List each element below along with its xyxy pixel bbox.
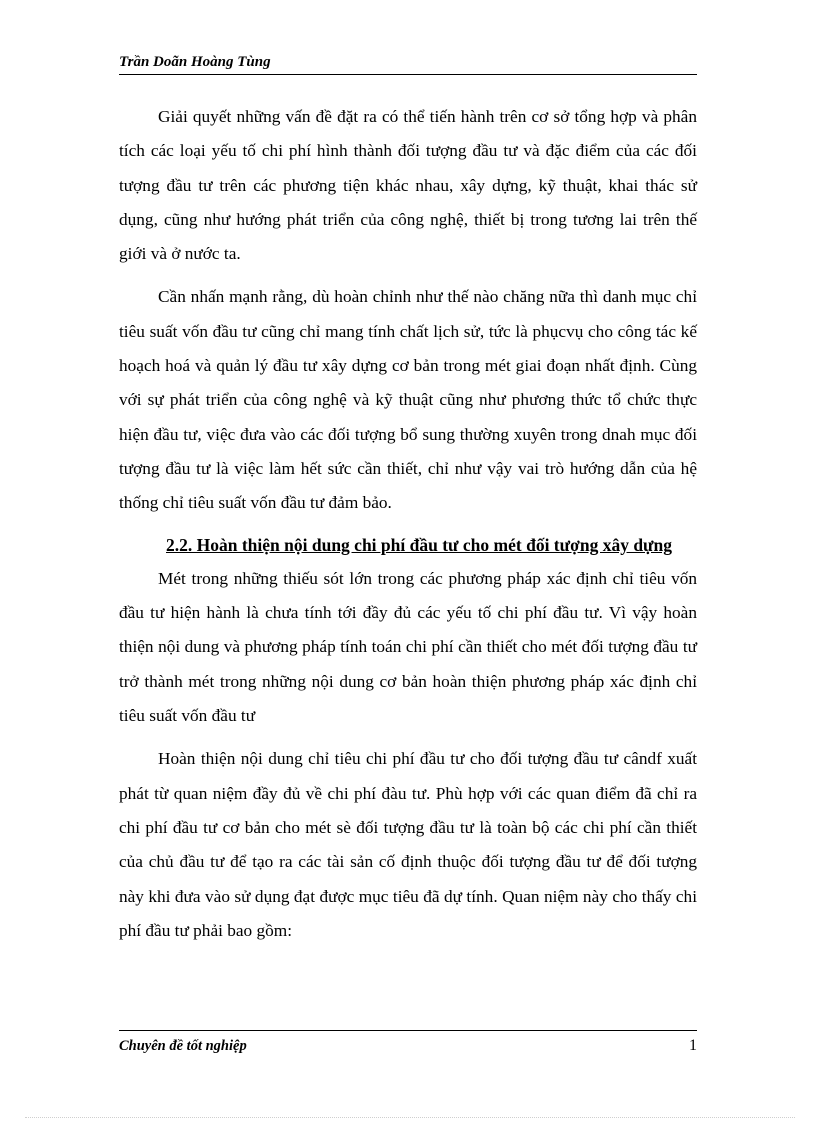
header-author: Trần Doãn Hoàng Tùng	[119, 54, 271, 70]
section-heading: 2.2. Hoàn thiện nội dung chi phí đầu tư cho mét đối tượng xây dựng	[166, 534, 673, 555]
paragraph-4: Hoàn thiện nội dung chỉ tiêu chi phí đầu tư cho đối tượng đầu tư cândf xuất phát từ quan niệm đầy đủ về chi phí đàu tư. Phù hợp với các quan điểm đã chỉ ra chi phí đầu tư cơ bản cho mét sè đối tượng đầu tư là toàn bộ các chi phí cần thiết của chủ đầu tư để tạo ra các tài sản cố định thuộc đối tượng đầu tư để đối tượng này khi đưa vào sử dụng đạt được mục tiêu đã dự tính. Quan niệm này cho thấy chi phí đầu tư phải bao gồm:	[119, 749, 697, 940]
document-body	[119, 100, 697, 948]
page-bottom-edge	[25, 1117, 795, 1118]
page-header	[119, 52, 697, 75]
footer-divider	[119, 1030, 697, 1031]
page-number: 1	[689, 1037, 697, 1054]
paragraph-1: Giải quyết những vấn đề đặt ra có thể tiến hành trên cơ sở tổng hợp và phân tích các loại yếu tố chi phí hình thành đối tượng đầu tư và đặc điểm của các đối tượng đầu tư trên các phương tiện khác nhau, xây dựng, kỹ thuật, khai thác sử dụng, cũng như hướng phát triển của công nghệ, thiết bị trong tương lai trên thế giới và ở nước ta.	[119, 107, 697, 264]
footer-title: Chuyên đề tốt nghiệp	[119, 1038, 247, 1054]
paragraph-2: Cần nhấn mạnh rằng, dù hoàn chỉnh như thế nào chăng nữa thì danh mục chỉ tiêu suất vốn đầu tư cũng chỉ mang tính chất lịch sử, tức là phụcvụ cho công tác kế hoạch hoá và quản lý đầu tư xây dựng cơ bản trong mét giai đoạn nhất định. Cùng với sự phát triển của công nghệ và kỹ thuật cũng như phương thức tổ chức thực hiện đầu tư, việc đưa vào các đối tượng bổ sung thường xuyên trong dnah mục đối tượng đầu tư là việc làm hết sức cần thiết, chỉ như vậy vai trò hướng dẫn của hệ thống chỉ tiêu suất vốn đầu tư đảm bảo.	[119, 287, 697, 513]
paragraph-3: Mét trong những thiếu sót lớn trong các phương pháp xác định chỉ tiêu vốn đầu tư hiện hành là chưa tính tới đầy đủ các yếu tố chi phí đầu tư. Vì vậy hoàn thiện nội dung và phương pháp tính toán chi phí cần thiết cho mét đối tượng đầu tư trở thành mét trong những nội dung cơ bản hoàn thiện phương pháp xác định chỉ tiêu suất vốn đầu tư	[119, 568, 697, 726]
